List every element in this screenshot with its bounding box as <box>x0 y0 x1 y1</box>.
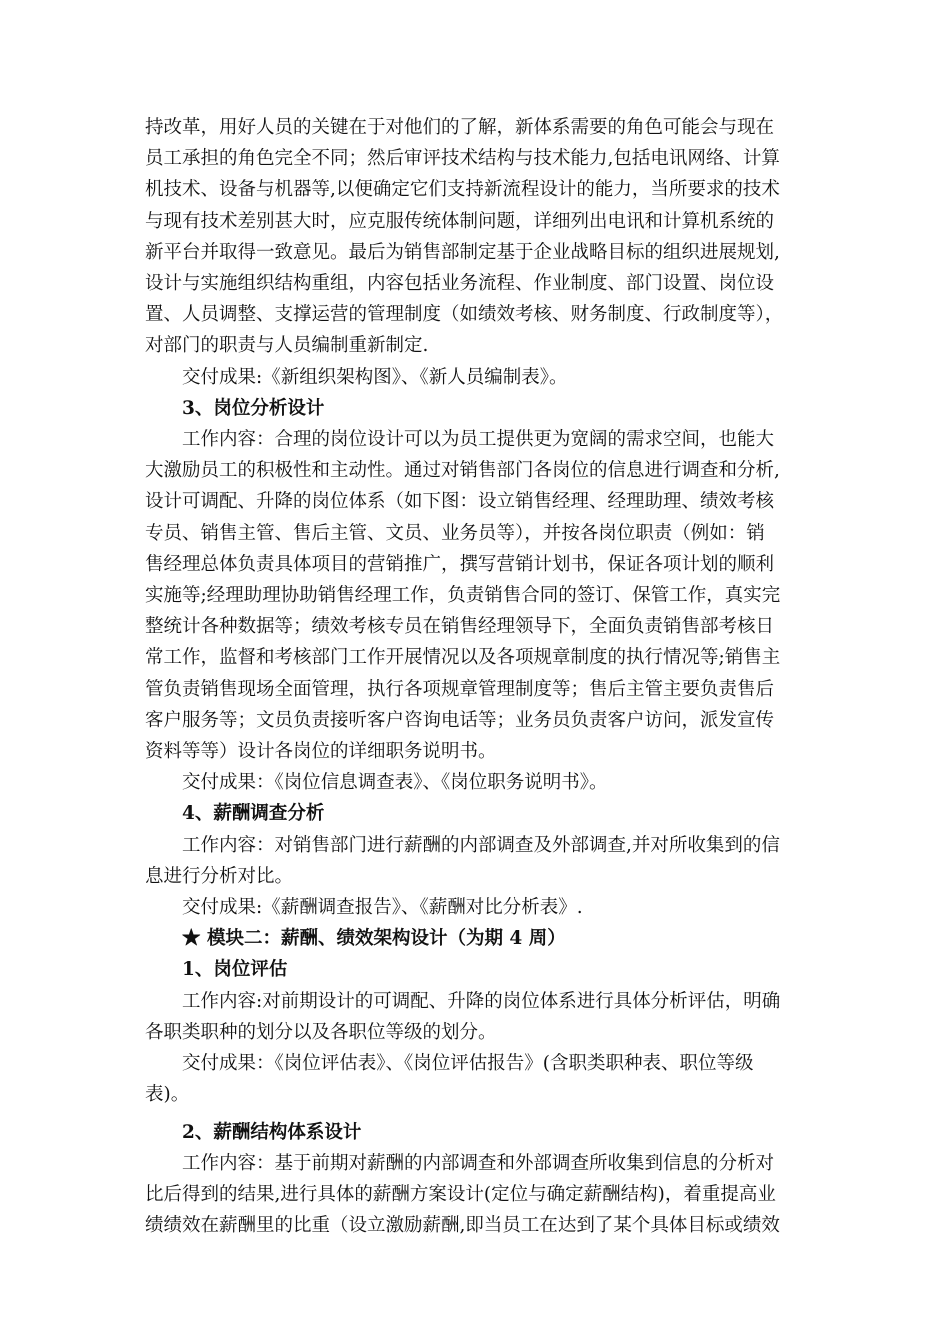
text-line: 工作内容：基于前期对薪酬的内部调查和外部调查所收集到信息的分析对 <box>182 1152 775 1174</box>
deliverable-org-chart: 交付成果:《新组织架构图》、《新人员编制表》。 <box>182 366 568 388</box>
text-line: 实施等;经理助理协助销售经理工作，负责销售合同的签订、保管工作，真实完 <box>145 585 781 607</box>
salary-survey-paragraph <box>145 830 812 892</box>
text-line: 售经理总体负责具体项目的营销推广，撰写营销计划书，保证各项计划的顺利 <box>145 553 775 575</box>
text-line: 设计与实施组织结构重组，内容包括业务流程、作业制度、部门设置、岗位设 <box>145 273 775 295</box>
text-line: 交付成果：《岗位评估表》、《岗位评估报告》(含职类职种表、职位等级 <box>182 1053 754 1075</box>
text-line: 大激励员工的积极性和主动性。通过对销售部门各岗位的信息进行调查和分析, <box>145 460 780 482</box>
intro-paragraph <box>145 112 812 362</box>
text-line: 工作内容：对销售部门进行薪酬的内部调查及外部调查,并对所收集到的信 <box>182 834 780 856</box>
text-line: 绩绩效在薪酬里的比重（设立激励薪酬,即当员工在达到了某个具体目标或绩效 <box>145 1215 780 1237</box>
text-line: 员工承担的角色完全不同；然后审评技术结构与技术能力,包括电讯网络、计算 <box>145 148 780 170</box>
text-line: 置、人员调整、支撑运营的管理制度（如绩效考核、财务制度、行政制度等）， <box>145 304 784 326</box>
text-line: 专员、销售主管、售后主管、文员、业务员等），并按各岗位职责（例如：销 <box>145 522 765 544</box>
deliverable-job-evaluation <box>145 1048 812 1110</box>
text-line: 整统计各种数据等；绩效考核专员在销售经理领导下，全面负责销售部考核日 <box>145 616 775 638</box>
text-line: 比后得到的结果,进行具体的薪酬方案设计(定位与确定薪酬结构)，着重提高业 <box>145 1183 776 1205</box>
text-line: 客户服务等；文员负责接听客户咨询电话等；业务员负责客户访问，派发宣传 <box>145 709 775 731</box>
text-line: 对部门的职责与人员编制重新制定. <box>145 335 429 357</box>
text-line: 工作内容：合理的岗位设计可以为员工提供更为宽阔的需求空间，也能大 <box>182 429 775 451</box>
text-line: 各职类职种的划分以及各职位等级的划分。 <box>145 1021 497 1043</box>
job-analysis-paragraph <box>145 424 812 767</box>
section-heading-job-analysis: 3、岗位分析设计 <box>182 397 325 419</box>
section-heading-salary-survey: 4、薪酬调查分析 <box>182 803 325 825</box>
deliverable-job-survey: 交付成果：《岗位信息调查表》、《岗位职务说明书》。 <box>182 772 608 794</box>
text-line: 新平台并取得一致意见。最后为销售部制定基于企业战略目标的组织进展规划, <box>145 241 780 263</box>
text-line: 资料等等）设计各岗位的详细职务说明书。 <box>145 741 497 763</box>
document-page <box>145 112 812 1241</box>
module-heading: ★ 模块二：薪酬、绩效架构设计（为期 4 周） <box>182 928 566 950</box>
text-line: 机技术、设备与机器等,以便确定它们支持新流程设计的能力，当所要求的技术 <box>145 179 780 201</box>
text-line: 持改革，用好人员的关键在于对他们的了解，新体系需要的角色可能会与现在 <box>145 117 775 138</box>
text-line: 工作内容:对前期设计的可调配、升降的岗位体系进行具体分析评估，明确 <box>182 990 781 1012</box>
text-line: 息进行分析对比。 <box>145 865 294 887</box>
salary-structure-paragraph <box>145 1148 812 1242</box>
text-line: 与现有技术差别甚大时，应克服传统体制问题，详细列出电讯和计算机系统的 <box>145 210 775 232</box>
deliverable-salary-report: 交付成果:《薪酬调查报告》、《薪酬对比分析表》. <box>182 897 583 919</box>
job-evaluation-paragraph <box>145 986 812 1048</box>
text-line: 表)。 <box>145 1084 190 1106</box>
section-heading-salary-structure: 2、薪酬结构体系设计 <box>182 1121 362 1143</box>
text-line: 管负责销售现场全面管理，执行各项规章管理制度等；售后主管主要负责售后 <box>145 678 775 700</box>
text-line: 设计可调配、升降的岗位体系（如下图：设立销售经理、经理助理、绩效考核 <box>145 491 775 513</box>
section-heading-job-evaluation: 1、岗位评估 <box>182 959 288 981</box>
text-line: 常工作，监督和考核部门工作开展情况以及各项规章制度的执行情况等;销售主 <box>145 647 781 669</box>
